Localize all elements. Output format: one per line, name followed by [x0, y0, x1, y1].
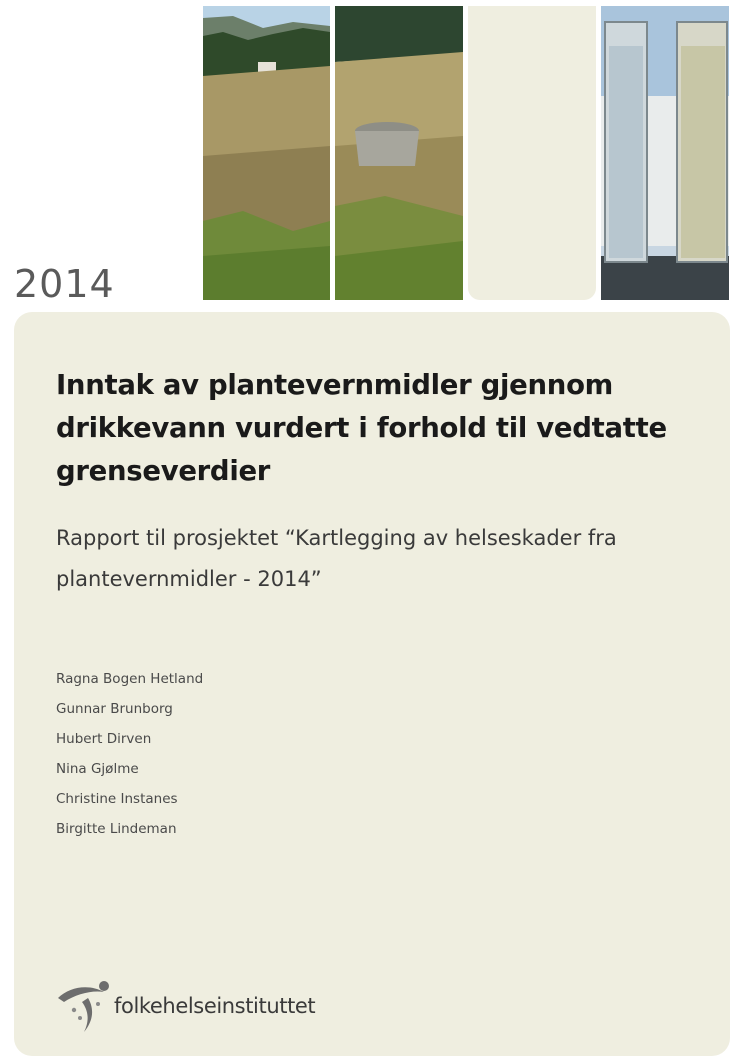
author-name: Christine Instanes	[56, 791, 178, 807]
author-name: Gunnar Brunborg	[56, 701, 173, 717]
blank-panel	[468, 6, 596, 300]
institute-logo-icon	[54, 978, 112, 1034]
well-cover-photo	[335, 6, 463, 300]
publisher-name: folkehelseinstituttet	[114, 994, 316, 1018]
water-glasses-photo	[601, 6, 729, 300]
cover-panel	[14, 312, 730, 1056]
report-year: 2014	[14, 262, 115, 306]
author-name: Hubert Dirven	[56, 731, 152, 747]
author-name: Nina Gjølme	[56, 761, 139, 777]
author-name: Birgitte Lindeman	[56, 821, 177, 837]
author-name: Ragna Bogen Hetland	[56, 671, 204, 687]
publisher-logo	[54, 978, 315, 1034]
author-list	[56, 664, 203, 844]
report-title: Inntak av plantevernmidler gjennom drikkevann vurdert i forhold til vedtatte grenseverdier	[56, 369, 667, 487]
report-subtitle: Rapport til prosjektet “Kartlegging av helseskader fra plantevernmidler - 2014”	[56, 526, 617, 591]
field-photo	[203, 6, 330, 300]
